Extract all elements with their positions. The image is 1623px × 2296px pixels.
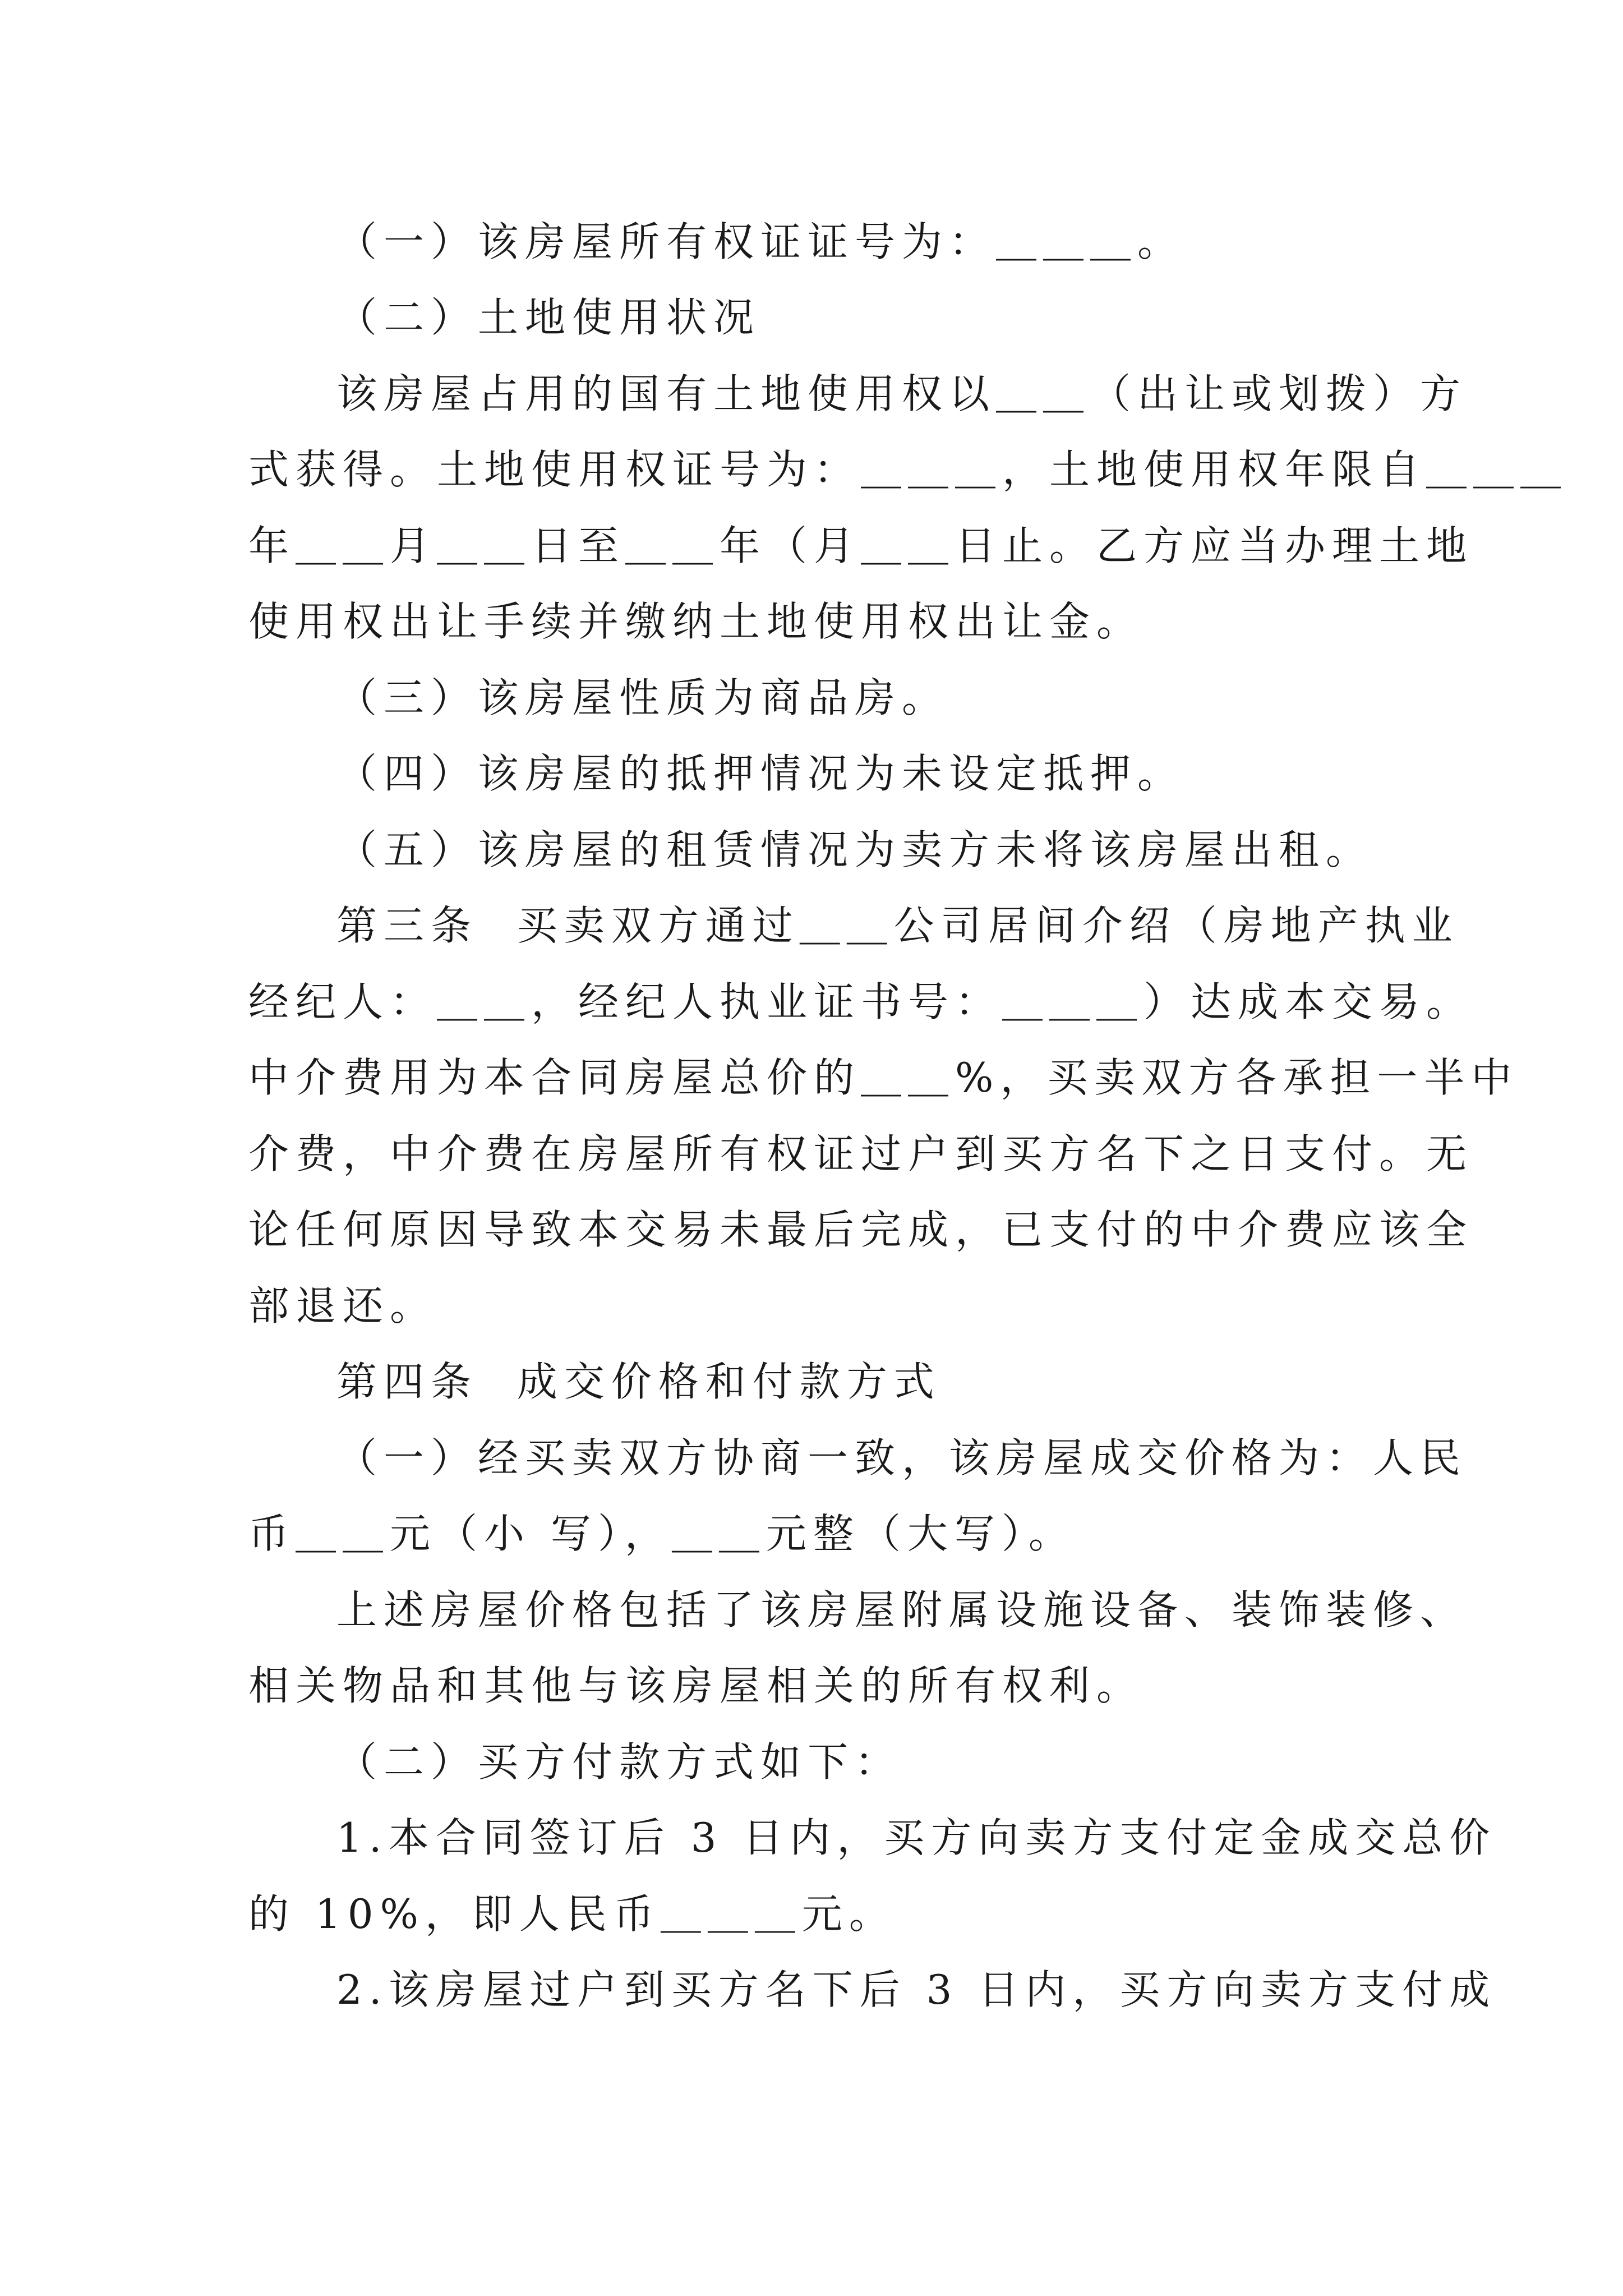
payment-item-2-line: 2.该房屋过户到买方名下后 3 日内，买方向卖方支付成 bbox=[336, 1966, 1497, 2013]
paragraph-line: 币＿＿元（小 写），＿＿元整（大写）。 bbox=[248, 1510, 1076, 1557]
article-4-heading: 第四条 成交价格和付款方式 bbox=[336, 1358, 941, 1405]
article-3-line: 第三条 买卖双方通过＿＿公司居间介绍（房地产执业 bbox=[336, 902, 1459, 949]
paragraph-line: 年＿＿月＿＿日至＿＿年（月＿＿日止。乙方应当办理土地 bbox=[248, 522, 1474, 569]
paragraph-line: 部退还。 bbox=[248, 1282, 437, 1329]
paragraph-line: 论任何原因导致本交易未最后完成，已支付的中介费应该全 bbox=[248, 1206, 1474, 1253]
clause-4-1-line: （一）经买卖双方协商一致，该房屋成交价格为：人民 bbox=[336, 1434, 1468, 1481]
payment-item-1-line: 1.本合同签订后 3 日内，买方向卖方支付定金成交总价 bbox=[336, 1814, 1497, 1861]
clause-4-2-heading: （二）买方付款方式如下： bbox=[336, 1738, 902, 1786]
paragraph-line: 的 10%，即人民币＿＿＿元。 bbox=[248, 1890, 896, 1938]
clause-2-5: （五）该房屋的租赁情况为卖方未将该房屋出租。 bbox=[336, 826, 1373, 873]
paragraph-line: 该房屋占用的国有土地使用权以＿＿（出让或划拨）方 bbox=[336, 370, 1468, 417]
paragraph-line: 使用权出让手续并缴纳土地使用权出让金。 bbox=[248, 598, 1144, 645]
paragraph-line: 式获得。土地使用权证号为：＿＿＿，土地使用权年限自＿＿＿ bbox=[248, 446, 1568, 493]
clause-2-2-heading: （二）土地使用状况 bbox=[336, 294, 761, 341]
paragraph-line: 介费，中介费在房屋所有权证过户到买方名下之日支付。无 bbox=[248, 1130, 1474, 1177]
clause-2-3: （三）该房屋性质为商品房。 bbox=[336, 674, 949, 721]
clause-2-4: （四）该房屋的抵押情况为未设定抵押。 bbox=[336, 750, 1185, 797]
paragraph-line: 上述房屋价格包括了该房屋附属设施设备、装饰装修、 bbox=[336, 1586, 1468, 1634]
paragraph-line: 中介费用为本合同房屋总价的＿＿%，买卖双方各承担一半中 bbox=[248, 1054, 1519, 1101]
paragraph-line: 经纪人：＿＿，经纪人执业证书号：＿＿＿）达成本交易。 bbox=[248, 978, 1474, 1025]
paragraph-line: 相关物品和其他与该房屋相关的所有权利。 bbox=[248, 1662, 1144, 1709]
clause-2-1-certificate-number: （一）该房屋所有权证证号为：＿＿＿。 bbox=[336, 218, 1185, 265]
